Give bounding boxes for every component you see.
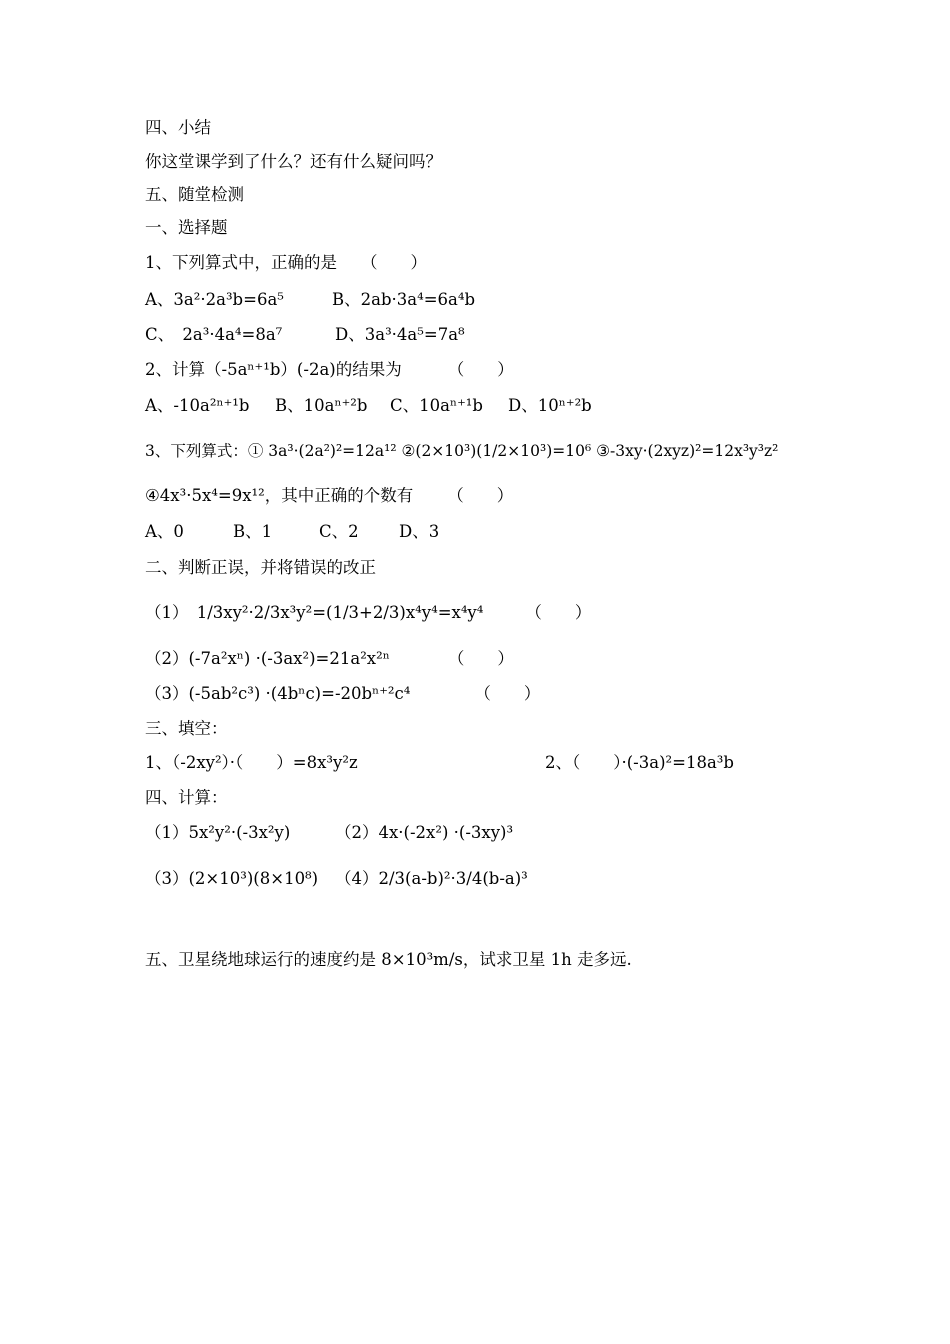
q3-stem: 3、下列算式：	[145, 442, 248, 460]
q3-part1: ① 3a³·(2a²)²=12a¹²	[247, 442, 397, 460]
q1-line	[145, 253, 427, 273]
q3-part2: ②(2×10³)(1/2×10³)=10⁶	[401, 442, 592, 460]
judge-item-3-blank: （ ）	[474, 684, 541, 703]
q1-option-c: C、 2a³·4a⁴=8a⁷	[145, 325, 283, 344]
calc-item-3: （3）(2×10³)(8×10⁸)	[145, 869, 319, 888]
q3-part4: ④4x³·5x⁴=9x¹²，其中正确的个数有	[145, 486, 414, 505]
q3-line	[145, 441, 778, 461]
q3-line-2	[145, 486, 513, 506]
q3-option-c: C、2	[319, 522, 359, 541]
q1-option-b: B、2ab·3a⁴=6a⁴b	[332, 290, 476, 309]
q1-blank: （ ）	[361, 253, 427, 272]
q1-stem: 1、下列算式中，正确的是	[145, 253, 337, 272]
q3-options	[145, 522, 439, 542]
q3-option-a: A、0	[145, 522, 184, 541]
fill-item-2: 2、（ ）·(-3a)²=18a³b	[545, 753, 734, 772]
q3-part3: ③-3xy·(2xyz)²=12x³y³z²	[596, 442, 779, 460]
calc-item-4: （4）2/3(a-b)²·3/4(b-a)³	[335, 869, 528, 888]
judge-item-1-blank: （ ）	[525, 603, 592, 622]
judge-item-2-line	[145, 649, 514, 669]
calc-line-2	[145, 869, 528, 889]
summary-heading: 四、小结	[145, 118, 211, 137]
summary-question: 你这堂课学到了什么？还有什么疑问吗？	[145, 152, 442, 171]
q2-options	[145, 396, 592, 416]
q1-option-d: D、3a³·4a⁵=7a⁸	[335, 325, 465, 344]
q1-option-a: A、3a²·2a³b=6a⁵	[145, 290, 284, 309]
calc-heading: 四、计算：	[145, 788, 228, 807]
q2-option-b: B、10aⁿ⁺²b	[275, 396, 368, 415]
q1-options-cd	[145, 325, 465, 345]
fill-line	[145, 753, 734, 773]
fill-heading: 三、填空：	[145, 719, 228, 738]
judge-item-1-line	[145, 603, 591, 623]
q3-blank: （ ）	[447, 486, 514, 505]
q2-option-a: A、-10a²ⁿ⁺¹b	[145, 396, 250, 415]
q3-option-b: B、1	[233, 522, 273, 541]
q2-stem: 2、计算（-5aⁿ⁺¹b）(-2a)的结果为	[145, 360, 402, 379]
q3-option-d: D、3	[399, 522, 440, 541]
judge-item-2-blank: （ ）	[447, 649, 514, 668]
judge-item-3-line	[145, 684, 540, 704]
fill-item-1: 1、（-2xy²）·（ ）=8x³y²z	[145, 753, 358, 772]
judge-item-3: （3）(-5ab²c³) ·(4bⁿc)=-20bⁿ⁺²c⁴	[145, 684, 411, 703]
calc-line-1	[145, 823, 513, 843]
calc-item-1: （1）5x²y²·(-3x²y)	[145, 823, 291, 842]
calc-item-2: （2）4x·(-2x²) ·(-3xy)³	[335, 823, 514, 842]
choice-heading: 一、选择题	[145, 218, 228, 237]
q2-blank: （ ）	[447, 360, 514, 379]
q1-options-ab	[145, 290, 475, 310]
judge-heading: 二、判断正误，并将错误的改正	[145, 558, 376, 577]
q2-option-d: D、10ⁿ⁺²b	[508, 396, 592, 415]
judge-item-2: （2）(-7a²xⁿ) ·(-3ax²)=21a²x²ⁿ	[145, 649, 390, 668]
word-problem: 五、卫星绕地球运行的速度约是 8×10³m/s，试求卫星 1h 走多远.	[145, 950, 632, 969]
test-heading: 五、随堂检测	[145, 185, 244, 204]
q2-line	[145, 360, 514, 380]
judge-item-1: （1） 1/3xy²·2/3x³y²=(1/3+2/3)x⁴y⁴=x⁴y⁴	[145, 603, 484, 622]
q2-option-c: C、10aⁿ⁺¹b	[390, 396, 483, 415]
